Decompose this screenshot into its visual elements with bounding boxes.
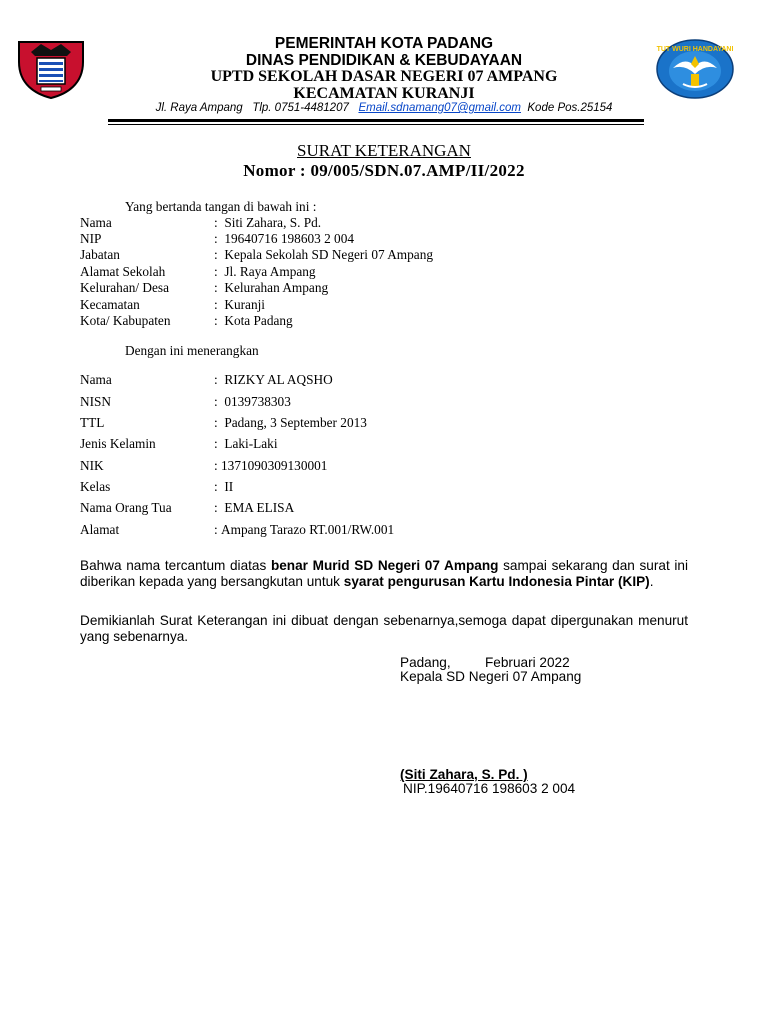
- student-value: : 1371090309130001: [214, 458, 328, 473]
- letterhead-line-3: UPTD SEKOLAH DASAR NEGERI 07 AMPANG: [210, 68, 558, 85]
- student-value: : 0139738303: [214, 394, 291, 409]
- student-label: TTL: [80, 415, 105, 430]
- postal-code-text: Kode Pos.25154: [527, 102, 613, 114]
- document-title: SURAT KETERANGAN: [297, 141, 471, 160]
- student-label: Alamat: [80, 522, 120, 537]
- student-value: : Ampang Tarazo RT.001/RW.001: [214, 522, 395, 537]
- student-value: : Padang, 3 September 2013: [214, 415, 367, 430]
- signer-value: : Siti Zahara, S. Pd.: [214, 215, 322, 230]
- signer-label: Kelurahan/ Desa: [80, 280, 169, 295]
- closing-paragraph: Demikianlah Surat Keterangan ini dibuat dengan sebenarnya,semoga dapat dipergunakan menurut yang sebenarnya.: [80, 613, 688, 644]
- signer-value: : Kota Padang: [214, 313, 293, 328]
- student-value: : Laki-Laki: [214, 436, 278, 451]
- signature-name: (Siti Zahara, S. Pd. ): [400, 767, 528, 782]
- signer-value: : Jl. Raya Ampang: [214, 264, 316, 279]
- student-label: Nama: [80, 372, 112, 387]
- signer-label: Kecamatan: [80, 297, 140, 312]
- student-label: NISN: [80, 394, 112, 409]
- signature-place: Padang,: [400, 655, 451, 670]
- signature-nip: NIP.19640716 198603 2 004: [403, 781, 576, 796]
- signer-value: : 19640716 198603 2 004: [214, 231, 355, 246]
- signer-value: : Kuranji: [214, 297, 265, 312]
- phone-text: Tlp. 0751-4481207: [252, 102, 349, 114]
- intro-text: Yang bertanda tangan di bawah ini :: [125, 199, 317, 214]
- letterhead-line-1: PEMERINTAH KOTA PADANG: [274, 35, 494, 52]
- signer-value: : Kelurahan Ampang: [214, 280, 329, 295]
- address-text: Jl. Raya Ampang: [155, 102, 243, 114]
- student-value: : EMA ELISA: [214, 500, 295, 515]
- student-label: NIK: [80, 458, 104, 473]
- student-label: Kelas: [80, 479, 111, 494]
- letterhead-line-4: KECAMATAN KURANJI: [293, 85, 475, 102]
- signer-label: Nama: [80, 215, 112, 230]
- statement-text: Dengan ini menerangkan: [125, 343, 259, 358]
- signer-label: Jabatan: [80, 247, 120, 262]
- signer-label: NIP: [80, 231, 102, 246]
- svg-text:TUT WURI HANDAYANI: TUT WURI HANDAYANI: [656, 46, 734, 53]
- statement-paragraph: Bahwa nama tercantum diatas benar Murid SD Negeri 07 Ampang sampai sekarang dan surat ini diberikan kepada yang bersangkutan untuk syarat pengurusan Kartu Indonesia Pintar (KIP).: [80, 558, 688, 589]
- student-value: : II: [214, 479, 234, 494]
- letterhead-rule-thick: [108, 119, 644, 122]
- letterhead-contact: [0, 102, 768, 114]
- letterhead-line-2: DINAS PENDIDIKAN & KEBUDAYAAN: [245, 52, 523, 69]
- signature-position: Kepala SD Negeri 07 Ampang: [400, 669, 582, 684]
- signature-date: Februari 2022: [485, 655, 570, 670]
- signer-label: Alamat Sekolah: [80, 264, 166, 279]
- letterhead-rule-thin: [108, 124, 644, 125]
- signer-label: Kota/ Kabupaten: [80, 313, 171, 328]
- student-label: Jenis Kelamin: [80, 436, 156, 451]
- document-number: Nomor : 09/005/SDN.07.AMP/II/2022: [243, 161, 525, 180]
- signer-value: : Kepala Sekolah SD Negeri 07 Ampang: [214, 247, 433, 262]
- email-link[interactable]: Email.sdnamang07@gmail.com: [358, 102, 521, 114]
- student-label: Nama Orang Tua: [80, 500, 172, 515]
- student-value: : RIZKY AL AQSHO: [214, 372, 333, 387]
